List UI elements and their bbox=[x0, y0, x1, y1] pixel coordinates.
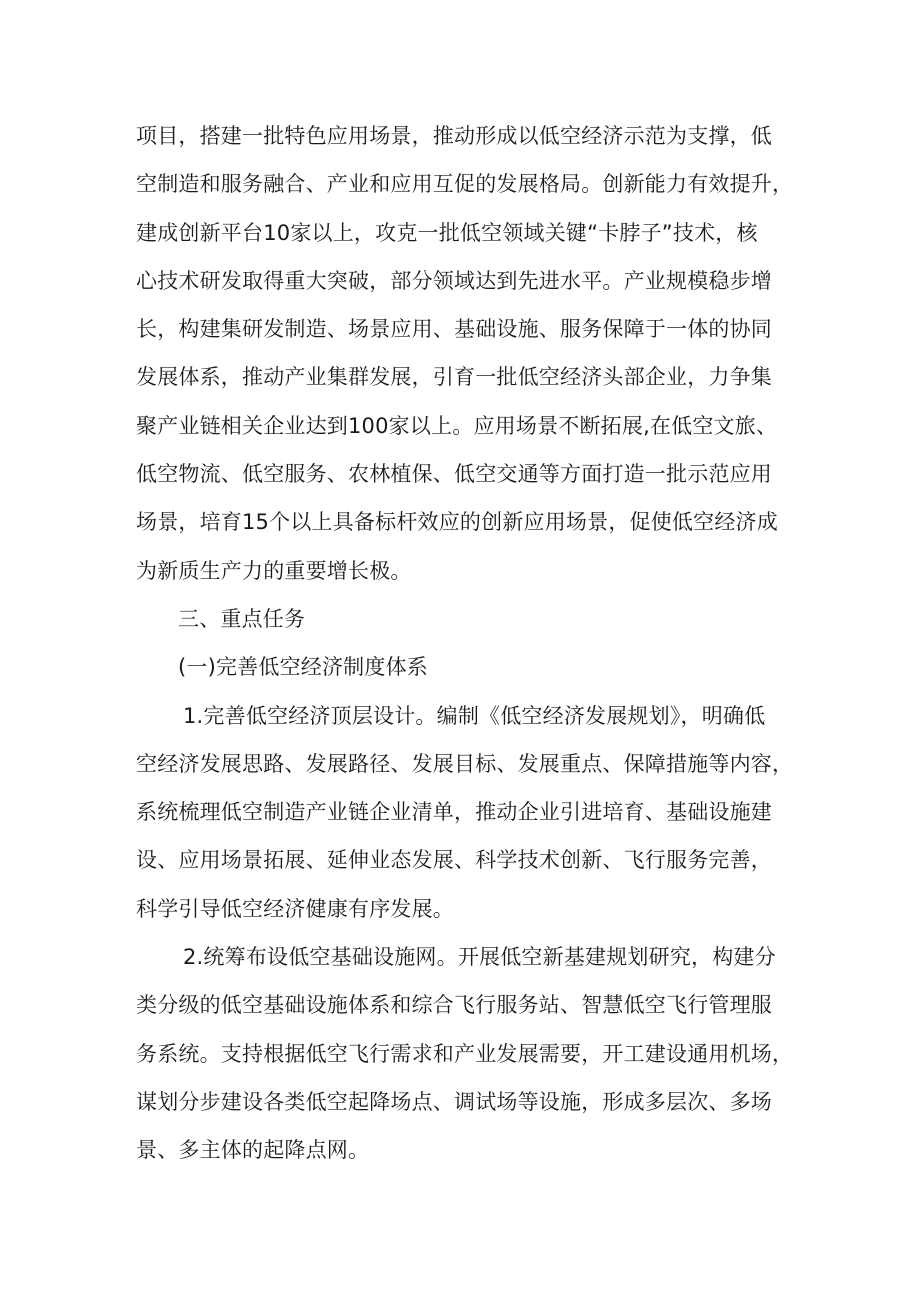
text-line: 空经济发展思路、发展路径、发展目标、发展重点、保障措施等内容， bbox=[136, 751, 794, 776]
document-body bbox=[136, 112, 816, 1175]
text-line: 建成创新平台10家以上，攻克一批低空领域关键“卡脖子”技术，核 bbox=[136, 220, 758, 245]
subsection-heading: (一)完善低空经济制度体系 bbox=[178, 655, 428, 680]
text-line: 项目，搭建一批特色应用场景，推动形成以低空经济示范为支撑，低 bbox=[136, 124, 772, 148]
text-line: 设、应用场景拓展、延伸业态发展、科学技术创新、飞行服务完善， bbox=[136, 848, 772, 873]
text-line: 科学引导低空经济健康有序发展。 bbox=[136, 896, 454, 921]
text-line: 为新质生产力的重要增长极。 bbox=[136, 558, 412, 583]
text-line: 心技术研发取得重大突破，部分领域达到先进水平。产业规模稳步增 bbox=[136, 268, 772, 293]
text-line: 发展体系，推动产业集群发展，引育一批低空经济头部企业，力争集 bbox=[136, 365, 772, 390]
item-1-paragraph bbox=[136, 692, 816, 933]
text-line: 谋划分步建设各类低空起降场点、调试场等设施，形成多层次、多场 bbox=[136, 1089, 772, 1114]
text-line: 系统梳理低空制造产业链企业清单，推动企业引进培育、基础设施建 bbox=[136, 800, 772, 825]
section-heading: 三、重点任务 bbox=[178, 606, 306, 631]
text-line: 2.统筹布设低空基础设施网。开展低空新基建规划研究，构建分 bbox=[183, 945, 776, 970]
text-line: 务系统。支持根据低空飞行需求和产业发展需要，开工建设通用机场， bbox=[136, 1041, 794, 1066]
text-line: 空制造和服务融合、产业和应用互促的发展格局。创新能力有效提升， bbox=[136, 172, 794, 197]
text-line: 景、多主体的起降点网。 bbox=[136, 1138, 370, 1163]
text-line: 低空物流、低空服务、农林植保、低空交通等方面打造一批示范应用 bbox=[136, 462, 772, 487]
text-line: 类分级的低空基础设施体系和综合飞行服务站、智慧低空飞行管理服 bbox=[136, 993, 772, 1018]
text-line: 长，构建集研发制造、场景应用、基础设施、服务保障于一体的协同 bbox=[136, 317, 772, 342]
text-line: 聚产业链相关企业达到100家以上。应用场景不断拓展,在低空文旅、 bbox=[136, 413, 778, 438]
item-2-paragraph bbox=[136, 933, 816, 1174]
text-line: 场景，培育15个以上具备标杆效应的创新应用场景，促使低空经济成 bbox=[136, 510, 778, 535]
paragraph-goals bbox=[136, 112, 816, 595]
text-line: 1.完善低空经济顶层设计。编制《低空经济发展规划》，明确低 bbox=[183, 703, 766, 728]
